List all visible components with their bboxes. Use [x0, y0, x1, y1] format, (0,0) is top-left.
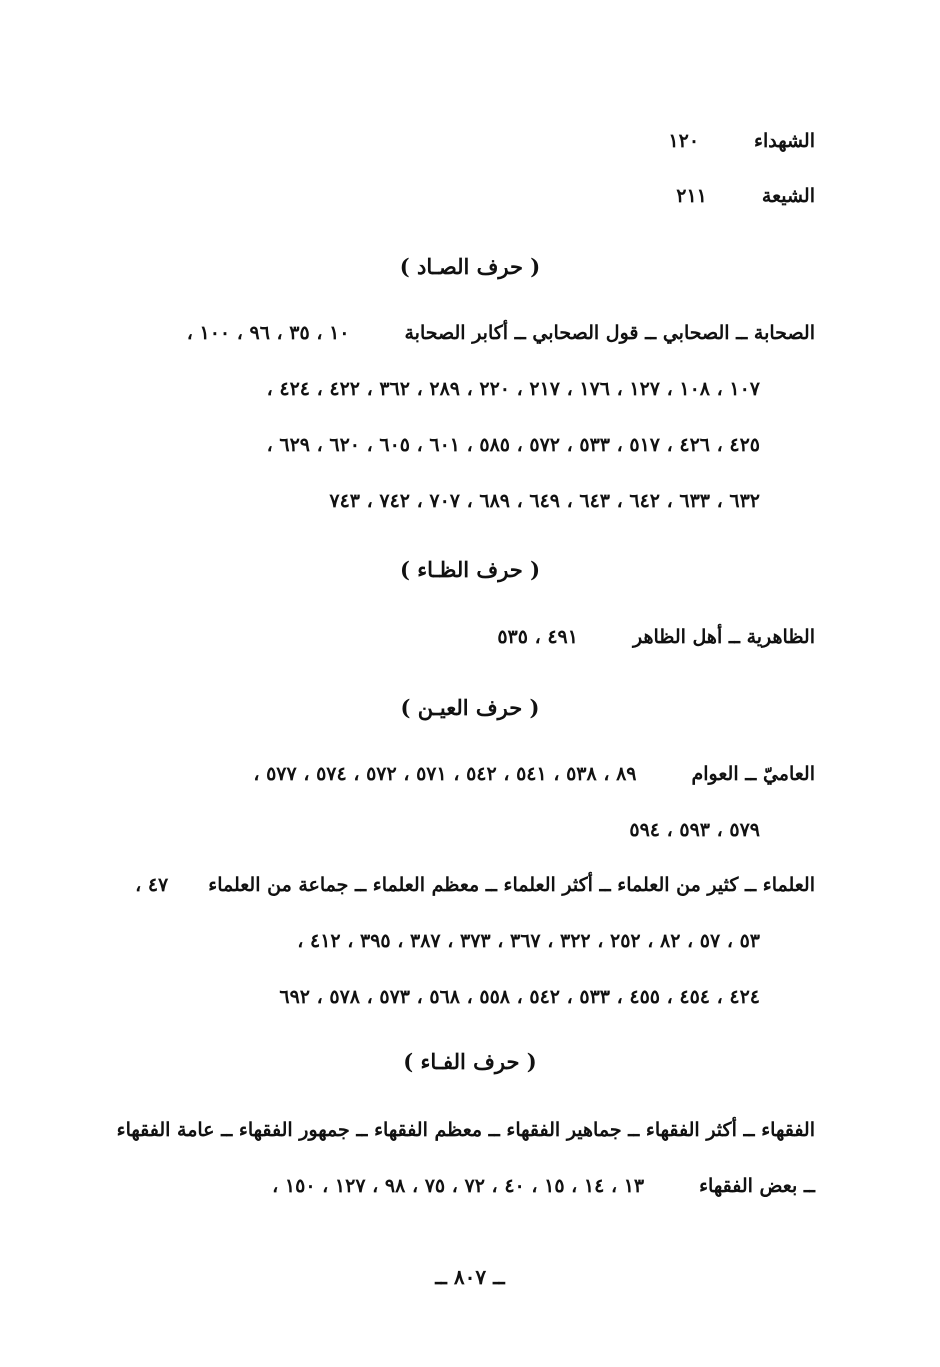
entry-pages: ٤٧ ،: [135, 874, 169, 896]
entry-term: الشهداء: [754, 130, 815, 152]
entry-ammi-line-2: ٥٧٩ ، ٥٩٣ ، ٥٩٤: [629, 819, 760, 841]
entry-shuhada: [130, 126, 815, 156]
heading-letter-fa: ( حرف الفـاء ): [403, 1049, 537, 1074]
entry-pages: ١٠ ، ٣٥ ، ٩٦ ، ١٠٠ ،: [186, 322, 350, 344]
entry-fuqaha-line-2: [130, 1171, 815, 1201]
entry-sahaba-line-4: ٦٣٢ ، ٦٣٣ ، ٦٤٢ ، ٦٤٣ ، ٦٤٩ ، ٦٨٩ ، ٧٠٧ ، ٧٤٢ ، ٧٤٣: [329, 490, 760, 512]
entry-ulama-line-3: ٤٢٤ ، ٤٥٤ ، ٤٥٥ ، ٥٣٣ ، ٥٤٢ ، ٥٥٨ ، ٥٦٨ ، ٥٧٣ ، ٥٧٨ ، ٦٩٢: [279, 986, 760, 1008]
entry-shia: [130, 181, 815, 211]
entry-term: العاميّ ــ العوام: [691, 763, 815, 785]
entry-pages: ١٣ ، ١٤ ، ١٥ ، ٤٠ ، ٧٢ ، ٧٥ ، ٩٨ ، ١٢٧ ، ١٥٠ ،: [272, 1175, 645, 1197]
entry-ammi-line-1: [130, 759, 815, 789]
heading-letter-za: ( حرف الظـاء ): [399, 557, 541, 582]
entry-sahaba-line-1: [130, 318, 815, 348]
heading-letter-ayn: ( حرف العيـن ): [400, 695, 540, 720]
entry-ulama-line-2: ٥٣ ، ٥٧ ، ٨٢ ، ٢٥٢ ، ٣٢٢ ، ٣٦٧ ، ٣٧٣ ، ٣٨٧ ، ٣٩٥ ، ٤١٢ ،: [297, 930, 760, 952]
entry-pages: ٨٩ ، ٥٣٨ ، ٥٤١ ، ٥٤٢ ، ٥٧١ ، ٥٧٢ ، ٥٧٤ ، ٥٧٧ ،: [253, 763, 637, 785]
entry-term: العلماء ــ كثير من العلماء ــ أكثر العلماء ــ معظم العلماء ــ جماعة من العلماء: [208, 874, 815, 896]
entry-term: الشيعة: [761, 185, 815, 207]
entry-pages: ٢١١: [676, 185, 707, 207]
heading-letter-sad: ( حرف الصـاد ): [399, 254, 541, 279]
entry-sahaba-line-3: ٤٢٥ ، ٤٢٦ ، ٥١٧ ، ٥٣٣ ، ٥٧٢ ، ٥٨٥ ، ٦٠١ ، ٦٠٥ ، ٦٢٠ ، ٦٢٩ ،: [266, 434, 760, 456]
entry-fuqaha-line-1: الفقهاء ــ أكثر الفقهاء ــ جماهير الفقهاء ــ معظم الفقهاء ــ جمهور الفقهاء ــ عامة الفقهاء: [116, 1119, 815, 1141]
entry-pages: ٤٩١ ، ٥٣٥: [497, 626, 578, 648]
entry-zahiriyya: [130, 622, 815, 652]
entry-term: ــ بعض الفقهاء: [699, 1175, 815, 1197]
entry-ulama-line-1: [130, 870, 815, 900]
entry-sahaba-line-2: ١٠٧ ، ١٠٨ ، ١٢٧ ، ١٧٦ ، ٢١٧ ، ٢٢٠ ، ٢٨٩ ، ٣٦٢ ، ٤٢٢ ، ٤٢٤ ،: [266, 378, 760, 400]
page-number: ــ ٨٠٧ ــ: [435, 1265, 505, 1289]
entry-term: الظاهرية ــ أهل الظاهر: [632, 626, 815, 648]
entry-pages: ١٢٠: [668, 130, 700, 152]
entry-term: الصحابة ــ الصحابي ــ قول الصحابي ــ أكابر الصحابة: [404, 322, 815, 344]
